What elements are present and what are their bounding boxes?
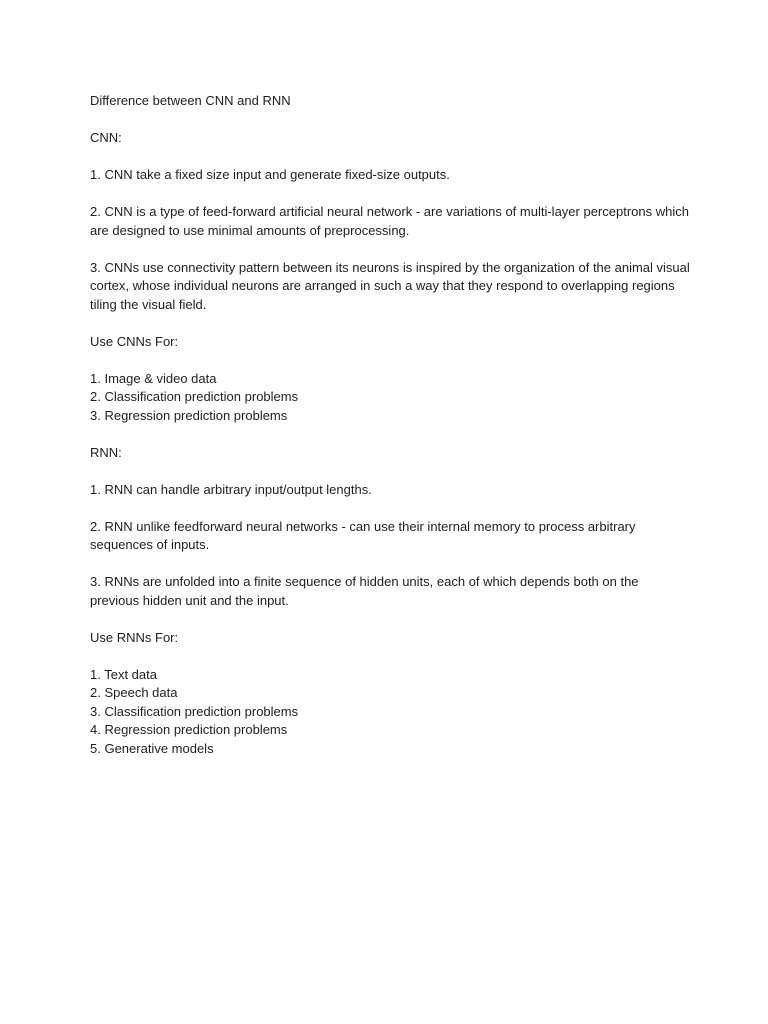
- list-item: 3. Regression prediction problems: [90, 407, 288, 423]
- cnn-point: 3. CNNs use connectivity pattern between its neurons is inspired by the organization of the animal visual cortex, whose individual neurons are arranged in such a way that they respond to overlapping regions tiling the visual field.: [90, 259, 690, 312]
- rnn-point: 1. RNN can handle arbitrary input/output lengths.: [90, 481, 372, 497]
- list-item: 2. Classification prediction problems: [90, 389, 299, 404]
- rnn-point: 2. RNN unlike feedforward neural networks - can use their internal memory to process arbitrary sequences of inputs.: [90, 518, 636, 552]
- rnn-point: 3. RNNs are unfolded into a finite sequence of hidden units, each of which depends both on the previous hidden unit and the input.: [90, 574, 639, 608]
- document-title: Difference between CNN and RNN: [90, 93, 291, 108]
- cnn-use-heading: Use CNNs For:: [90, 333, 179, 349]
- rnn-use-list: [90, 666, 690, 759]
- cnn-heading: CNN:: [90, 130, 122, 145]
- rnn-heading: RNN:: [90, 444, 122, 460]
- cnn-point: 1. CNN take a fixed size input and generate fixed-size outputs.: [90, 167, 450, 182]
- cnn-point: 2. CNN is a type of feed-forward artificial neural network - are variations of multi-layer perceptrons which are designed to use minimal amounts of preprocessing.: [90, 204, 689, 238]
- list-item: 2. Speech data: [90, 685, 178, 700]
- list-item: 1. Text data: [90, 666, 157, 682]
- list-item: 4. Regression prediction problems: [90, 722, 288, 737]
- rnn-use-heading: Use RNNs For:: [90, 629, 179, 645]
- list-item: 1. Image & video data: [90, 370, 217, 386]
- document-page: [90, 92, 690, 777]
- list-item: 5. Generative models: [90, 740, 214, 756]
- list-item: 3. Classification prediction problems: [90, 703, 299, 719]
- cnn-use-list: [90, 370, 690, 426]
